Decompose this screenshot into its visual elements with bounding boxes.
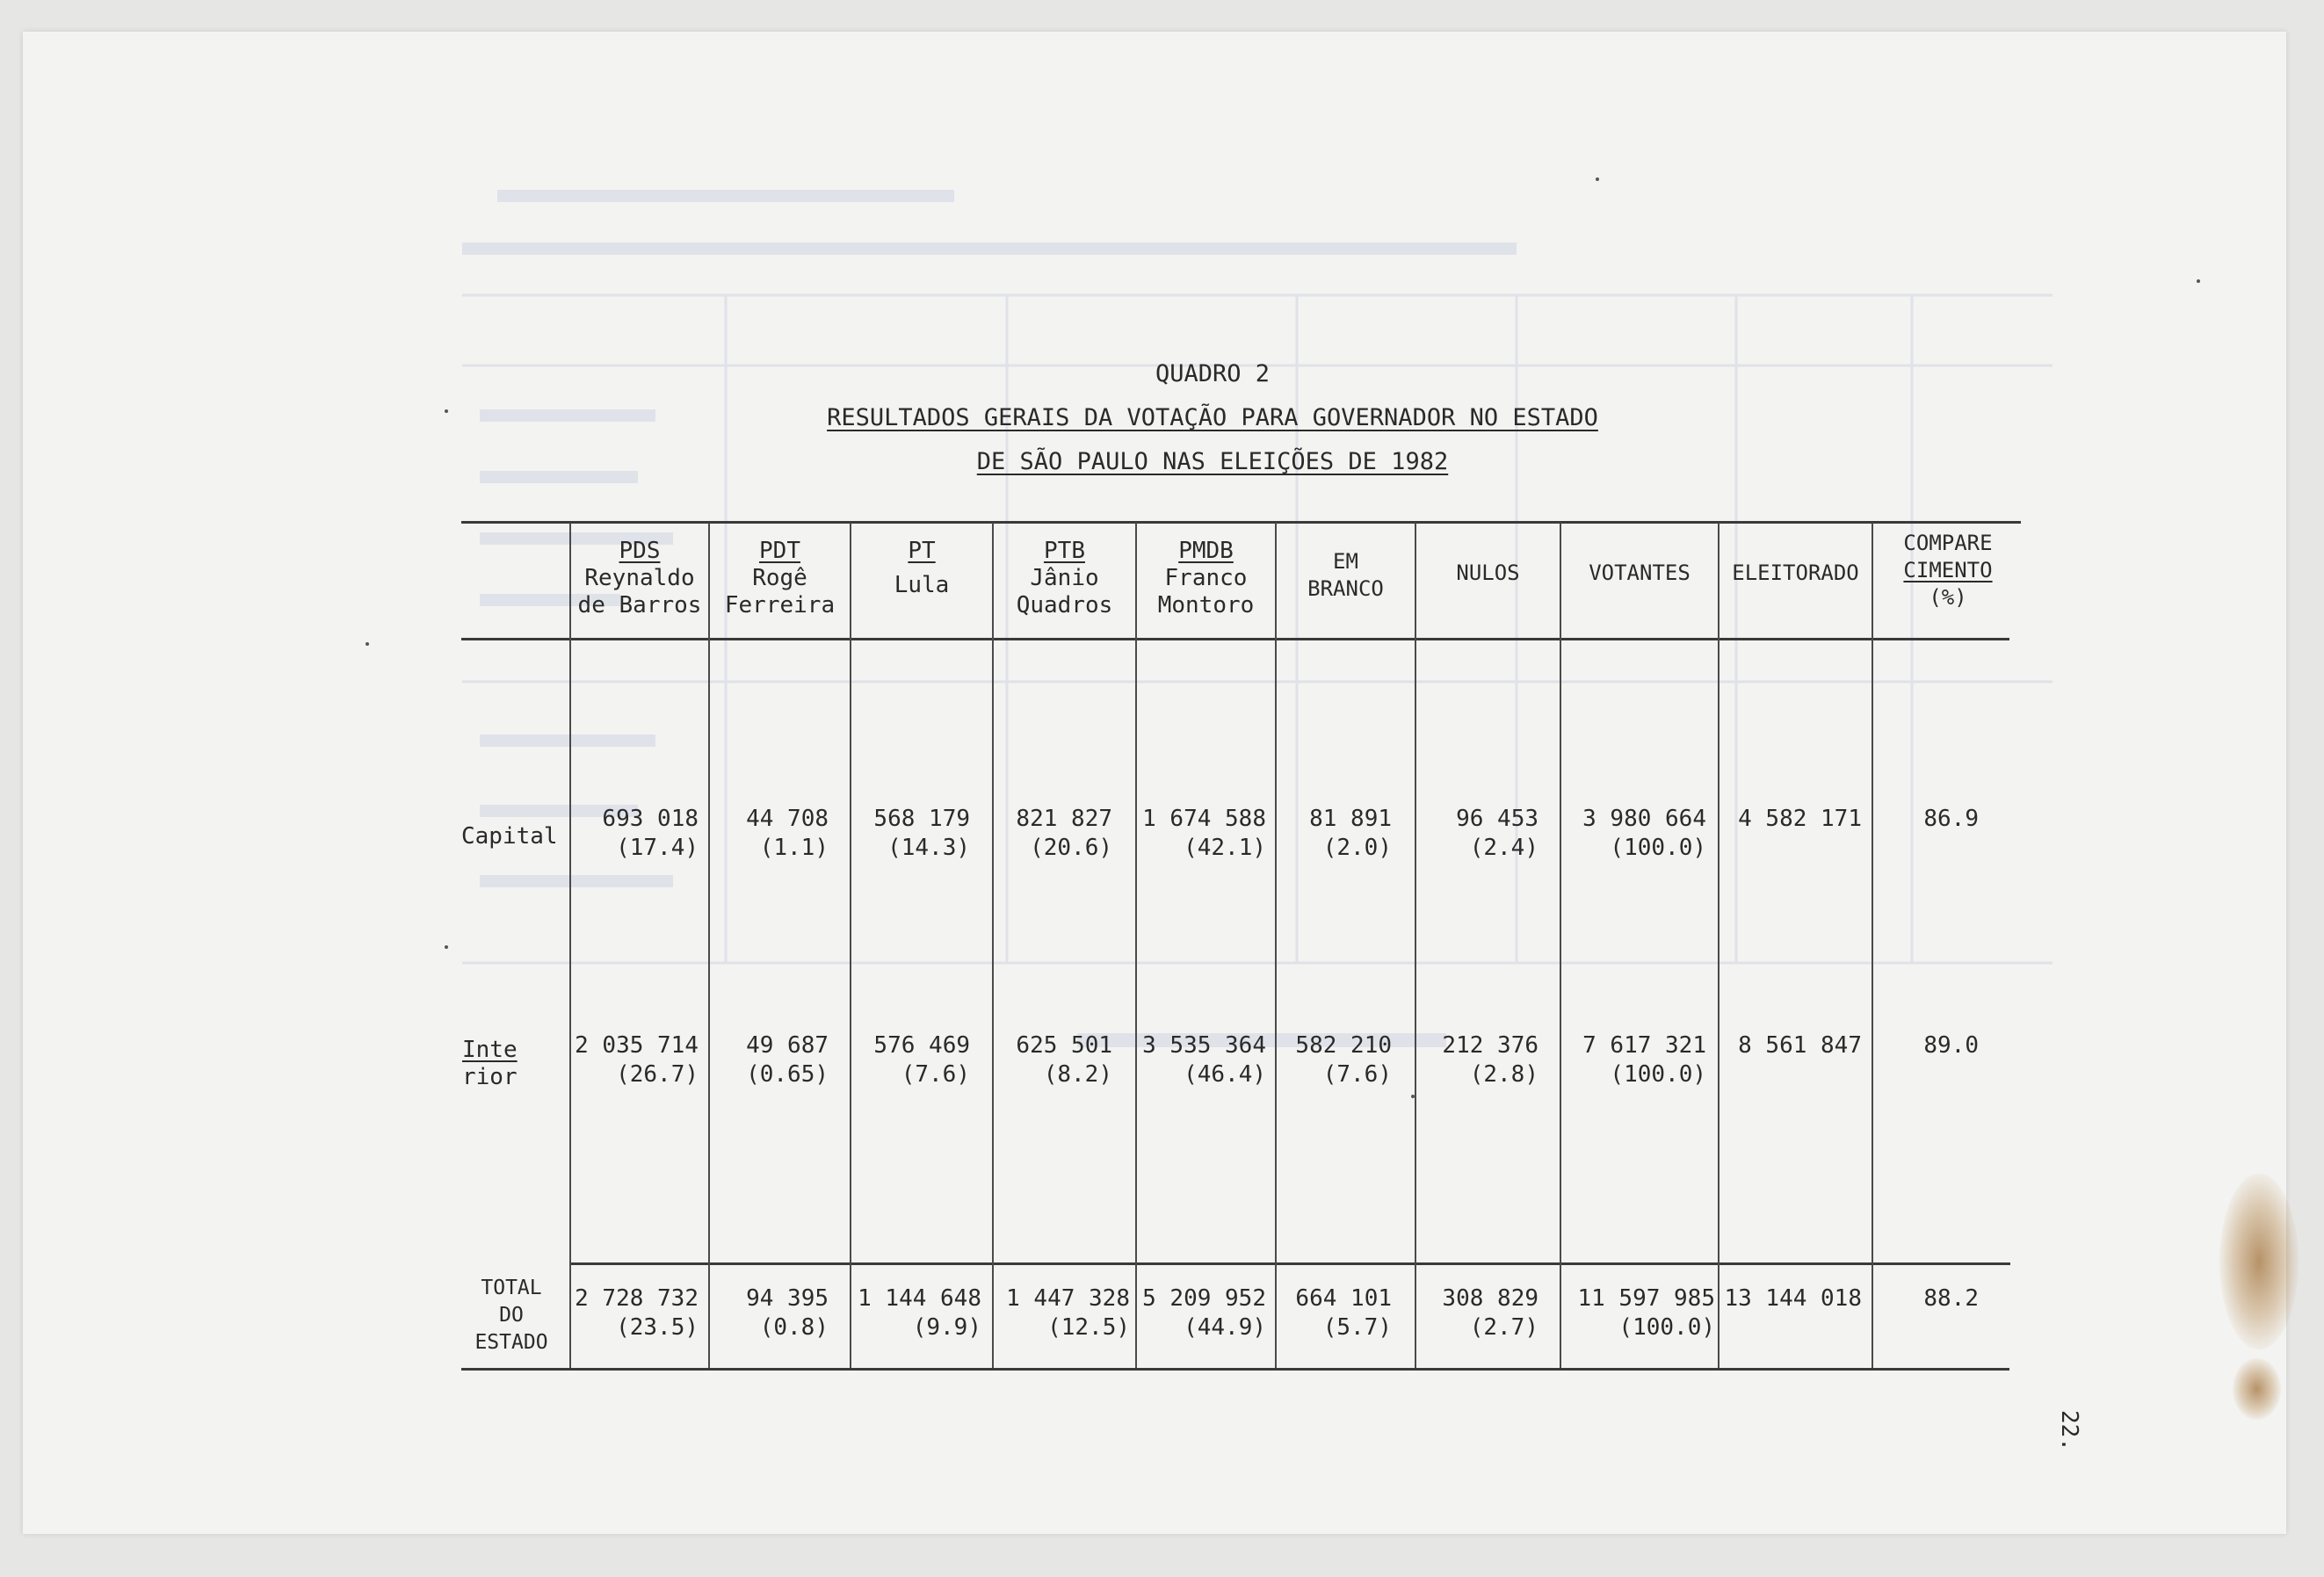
header-line: EM — [1333, 549, 1358, 574]
col-divider — [1718, 523, 1719, 1368]
cell-em-branco: 81 891 (2.0) — [1309, 806, 1392, 861]
col-divider — [1560, 523, 1561, 1368]
table-title-line1: RESULTADOS GERAIS DA VOTAÇÃO PARA GOVERNADOR NO ESTADO — [827, 404, 1598, 431]
party-pds: PDS — [619, 538, 661, 564]
candidate-name: Rogê — [752, 565, 807, 591]
col-header-ptb — [994, 538, 1135, 619]
col-header-pds — [571, 538, 708, 619]
speck — [2197, 279, 2200, 283]
col-divider — [1135, 523, 1137, 1368]
cell-pdt: 49 687 (0.65) — [746, 1032, 829, 1088]
candidate-name: Ferreira — [724, 592, 836, 619]
col-divider — [850, 523, 851, 1368]
row-label-capital — [461, 823, 558, 850]
header-line: COMPARE — [1903, 531, 1993, 555]
speck — [445, 945, 448, 949]
party-ptb: PTB — [1044, 538, 1085, 564]
header-bottom-rule — [461, 638, 2009, 640]
row-label-text: rior — [462, 1064, 518, 1090]
show-through-ghost-table — [462, 190, 2053, 1156]
speck — [366, 642, 369, 646]
col-divider — [992, 523, 994, 1368]
col-divider — [1872, 523, 1873, 1368]
cell-em-branco: 664 101 (5.7) — [1295, 1285, 1392, 1341]
speck — [445, 409, 448, 413]
header-line: (%) — [1929, 585, 1967, 610]
candidate-name: Jânio — [1030, 565, 1099, 591]
cell-em-branco: 582 210 (7.6) — [1295, 1032, 1392, 1088]
candidate-name: Quadros — [1016, 592, 1113, 619]
header-line: NULOS — [1456, 561, 1520, 585]
col-header-em-branco — [1277, 548, 1415, 603]
header-line: BRANCO — [1307, 576, 1384, 601]
cell-votantes: 11 597 985 (100.0) — [1577, 1285, 1715, 1341]
candidate-name: Lula — [894, 572, 950, 598]
cell-pds: 693 018 (17.4) — [602, 806, 699, 861]
party-pdt: PDT — [759, 538, 800, 564]
candidate-name: Reynaldo — [584, 565, 695, 591]
candidate-name: Franco — [1164, 565, 1248, 591]
cell-pds: 2 035 714 (26.7) — [575, 1032, 699, 1088]
cell-comparecimento: 88.2 — [1923, 1285, 1979, 1312]
row-label-total — [462, 1275, 561, 1356]
cell-pmdb: 5 209 952 (44.9) — [1142, 1285, 1266, 1341]
cell-pt: 568 179 (14.3) — [873, 806, 970, 861]
cell-nulos: 308 829 (2.7) — [1442, 1285, 1538, 1341]
cell-pmdb: 1 674 588 (42.1) — [1142, 806, 1266, 861]
col-header-pt — [851, 538, 992, 599]
col-divider — [1415, 523, 1416, 1368]
table-bottom-rule — [461, 1368, 2009, 1371]
header-line: VOTANTES — [1589, 561, 1691, 585]
col-header-votantes — [1561, 560, 1718, 587]
stain-spot-small — [2233, 1358, 2281, 1420]
col-header-comparecimento — [1873, 530, 2023, 611]
header-line: ELEITORADO — [1732, 561, 1859, 585]
cell-votantes: 3 980 664 (100.0) — [1582, 806, 1706, 861]
col-header-pmdb — [1137, 538, 1275, 619]
cell-pdt: 44 708 (1.1) — [746, 806, 829, 861]
cell-nulos: 212 376 (2.8) — [1442, 1032, 1538, 1088]
candidate-name: de Barros — [577, 592, 702, 619]
col-header-eleitorado — [1719, 560, 1872, 587]
col-divider — [1275, 523, 1277, 1368]
cell-pmdb: 3 535 364 (46.4) — [1142, 1032, 1266, 1088]
cell-votantes: 7 617 321 (100.0) — [1582, 1032, 1706, 1088]
cell-ptb: 625 501 (8.2) — [1016, 1032, 1112, 1088]
cell-eleitorado: 4 582 171 — [1738, 806, 1862, 832]
cell-pds: 2 728 732 (23.5) — [575, 1285, 699, 1341]
candidate-name: Montoro — [1157, 592, 1255, 619]
col-header-pdt — [710, 538, 850, 619]
cell-ptb: 821 827 (20.6) — [1016, 806, 1112, 861]
cell-eleitorado: 13 144 018 — [1724, 1285, 1862, 1312]
row-label-text: Inte — [462, 1037, 518, 1063]
cell-pt: 1 144 648 (9.9) — [858, 1285, 981, 1341]
stain-spot — [2219, 1174, 2299, 1349]
row-label-text: Capital — [461, 823, 558, 850]
total-top-rule — [569, 1262, 2010, 1265]
row-label-text: DO — [499, 1304, 524, 1327]
cell-ptb: 1 447 328 (12.5) — [1006, 1285, 1130, 1341]
col-divider — [708, 523, 710, 1368]
cell-nulos: 96 453 (2.4) — [1456, 806, 1538, 861]
header-line: CIMENTO — [1903, 558, 1993, 582]
col-header-nulos — [1416, 560, 1560, 587]
cell-pdt: 94 395 (0.8) — [746, 1285, 829, 1341]
page-number: 22. — [2056, 1410, 2082, 1451]
party-pt: PT — [908, 538, 936, 564]
row-label-text: ESTADO — [474, 1331, 548, 1354]
quadro-label: QUADRO 2 — [1155, 360, 1271, 387]
cell-comparecimento: 86.9 — [1923, 806, 1979, 832]
cell-eleitorado: 8 561 847 — [1738, 1032, 1862, 1059]
speck — [1596, 177, 1599, 181]
table-top-rule — [461, 521, 2021, 524]
row-label-text: TOTAL — [481, 1277, 542, 1299]
cell-pt: 576 469 (7.6) — [873, 1032, 970, 1088]
cell-comparecimento: 89.0 — [1923, 1032, 1979, 1059]
row-label-interior — [462, 1037, 518, 1091]
col-divider — [569, 523, 571, 1368]
table-title-line2: DE SÃO PAULO NAS ELEIÇÕES DE 1982 — [976, 448, 1449, 475]
party-pmdb: PMDB — [1178, 538, 1234, 564]
